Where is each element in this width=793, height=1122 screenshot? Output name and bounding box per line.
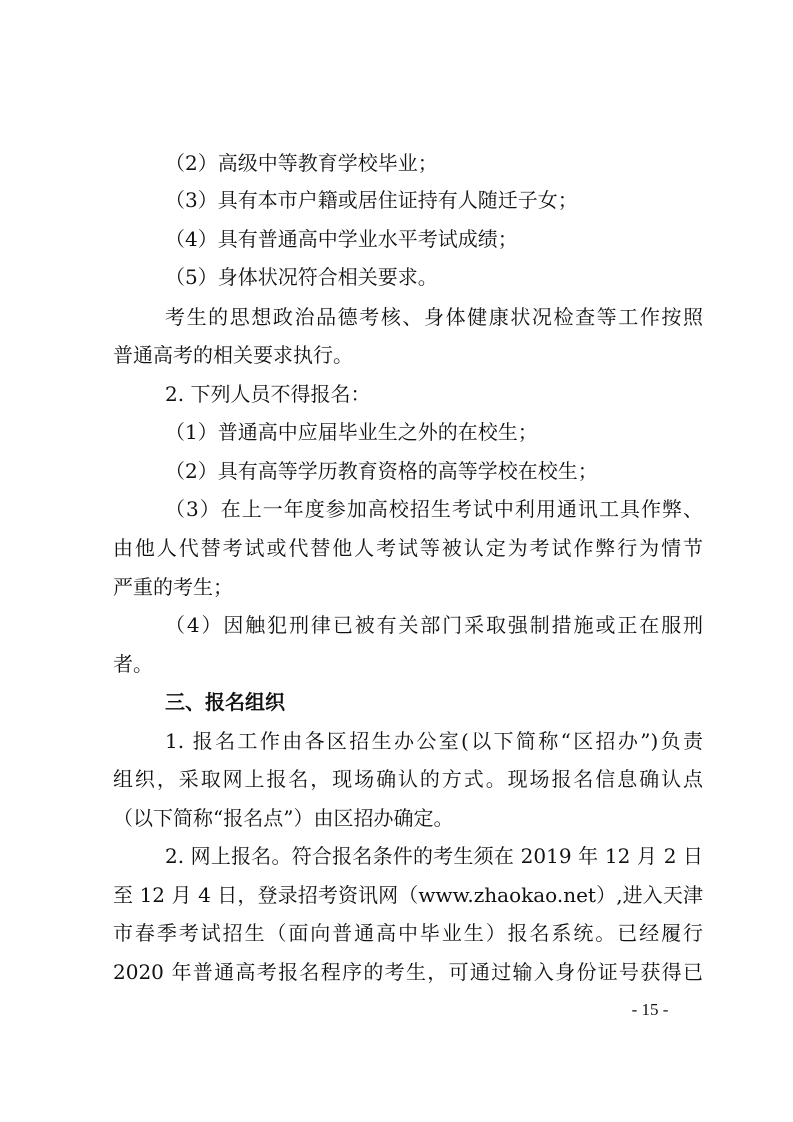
text-line: 2. 下列人员不得报名： bbox=[165, 382, 371, 406]
text-line: 由他人代替考试或代替他人考试等被认定为考试作弊行为情节 bbox=[113, 536, 703, 560]
text-line: （3）在上一年度参加高校招生考试中利用通讯工具作弊、 bbox=[165, 497, 703, 521]
text-line: 2. 网上报名。符合报名条件的考生须在 2019 年 12 月 2 日 bbox=[165, 844, 703, 868]
text-line: （以下简称“报名点”）由区招办确定。 bbox=[113, 806, 454, 830]
text-line: 至 12 月 4 日，登录招考资讯网（www.zhaokao.net）,进入天津 bbox=[113, 883, 703, 907]
text-line: （5）身体状况符合相关要求。 bbox=[165, 265, 438, 289]
text-line: 1. 报名工作由各区招生办公室(以下简称“区招办”)负责 bbox=[165, 729, 703, 753]
text-line: （2）高级中等教育学校毕业； bbox=[165, 151, 438, 175]
text-line: 者。 bbox=[113, 652, 153, 676]
text-line: （1）普通高中应届毕业生之外的在校生； bbox=[165, 420, 538, 444]
text-line: 严重的考生； bbox=[113, 575, 233, 599]
text-line: 考生的思想政治品德考核、身体健康状况检查等工作按照 bbox=[165, 305, 703, 329]
text-line: （3）具有本市户籍或居住证持有人随迁子女； bbox=[165, 188, 578, 212]
text-line: 2020 年普通高考报名程序的考生，可通过输入身份证号获得已 bbox=[113, 960, 703, 984]
section-heading: 三、报名组织 bbox=[165, 690, 285, 714]
text-line: （4）因触犯刑律已被有关部门采取强制措施或正在服刑 bbox=[165, 613, 703, 637]
text-line: 普通高考的相关要求执行。 bbox=[113, 343, 353, 367]
text-line: 市春季考试招生（面向普通高中毕业生）报名系统。已经履行 bbox=[113, 921, 703, 945]
text-line: （4）具有普通高中学业水平考试成绩； bbox=[165, 227, 518, 251]
text-line: （2）具有高等学历教育资格的高等学校在校生； bbox=[165, 459, 598, 483]
page-number: - 15 - bbox=[631, 1000, 669, 1019]
text-line: 组织，采取网上报名，现场确认的方式。现场报名信息确认点 bbox=[113, 767, 703, 791]
